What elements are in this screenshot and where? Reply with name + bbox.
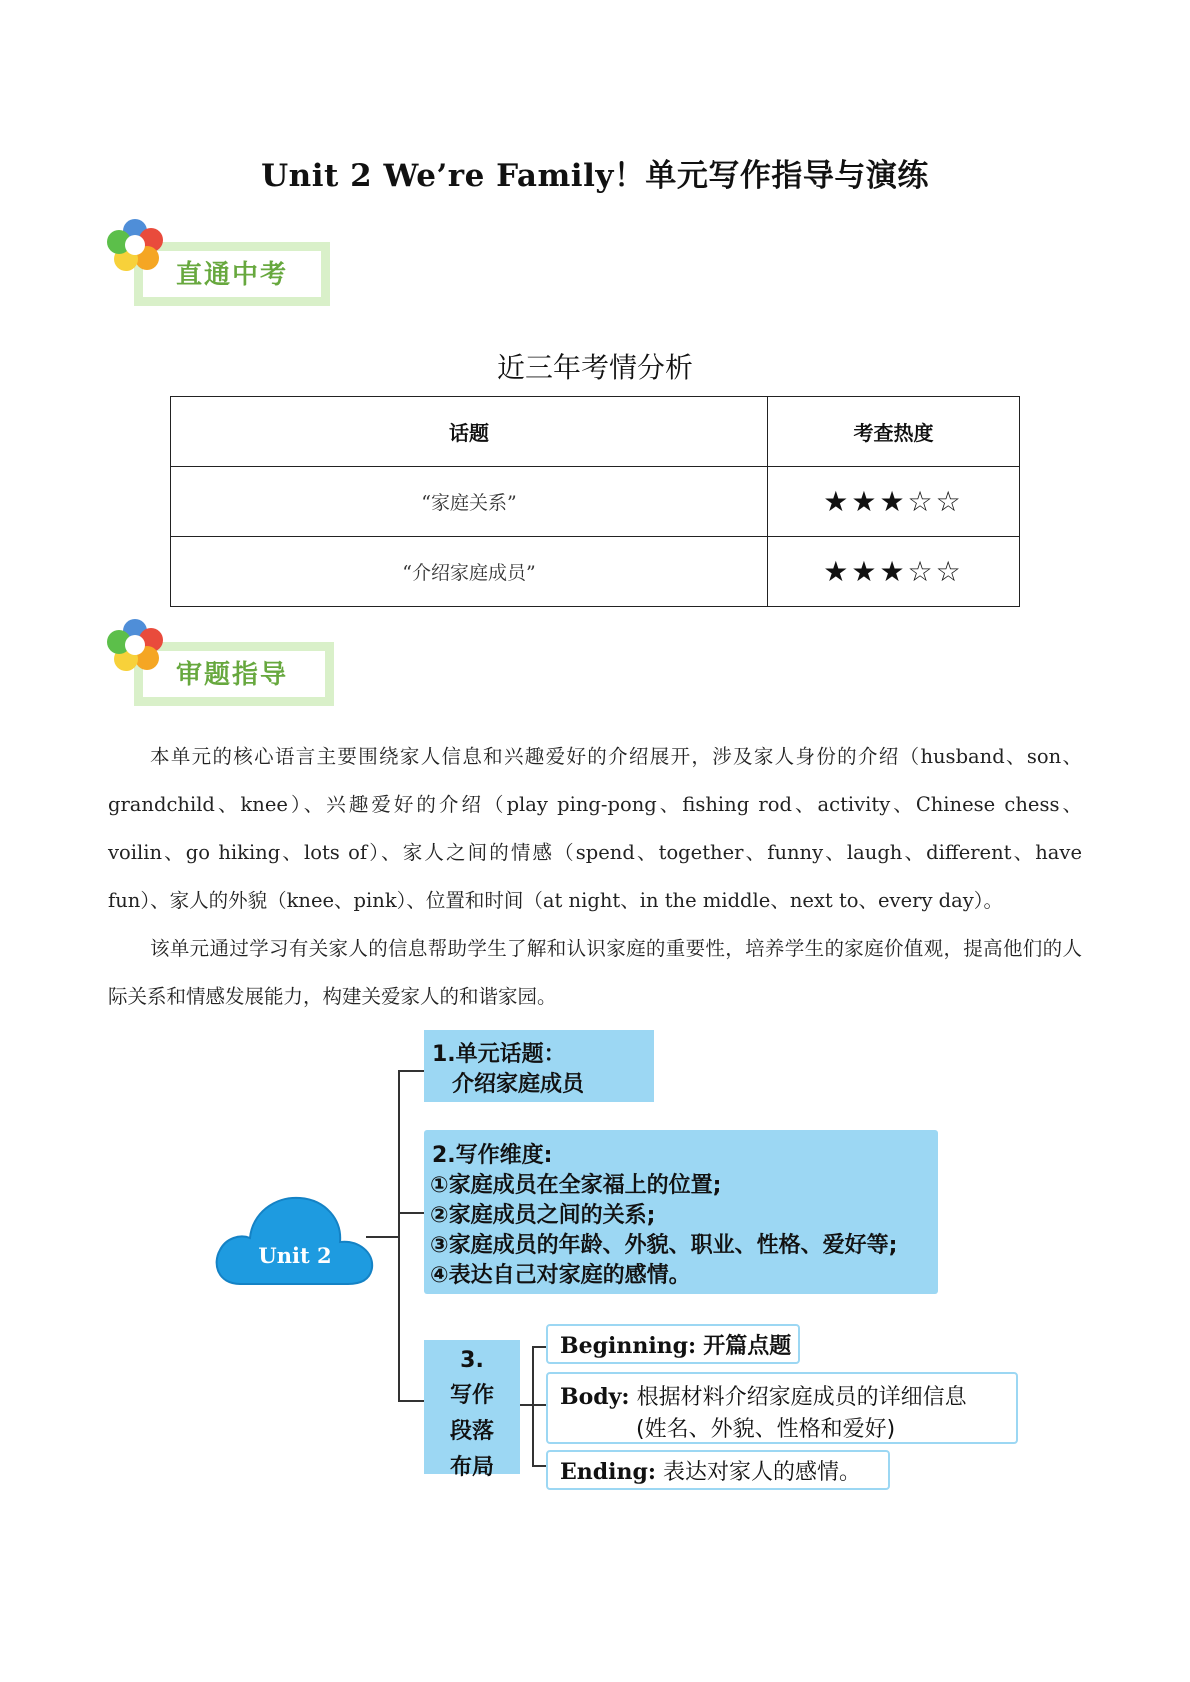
header-heat: 考查热度: [768, 397, 1020, 467]
ending-key: Ending:: [560, 1459, 657, 1485]
beginning-key: Beginning:: [560, 1333, 697, 1359]
star-rating: ★★★☆☆: [768, 467, 1020, 537]
topic-box: [424, 1030, 654, 1102]
body-text: 根据材料介绍家庭成员的详细信息: [636, 1385, 967, 1410]
ending-box: [546, 1450, 890, 1490]
topic-heading: 1.单元话题：: [432, 1042, 566, 1067]
layout-heading: 写作: [449, 1383, 494, 1408]
layout-heading: 段落: [449, 1419, 494, 1444]
dimension-item: ③家庭成员的年龄、外貌、职业、性格、爱好等;: [430, 1233, 898, 1258]
badge-label: 审题指导: [176, 660, 289, 690]
beginning-text: 开篇点题: [703, 1334, 792, 1359]
body-box: [546, 1372, 1018, 1444]
layout-heading: 3.: [460, 1348, 484, 1373]
topic-cell: “介绍家庭成员”: [171, 537, 768, 607]
topic-cell: “家庭关系”: [171, 467, 768, 537]
connector: [532, 1465, 546, 1467]
dimension-item: ④表达自己对家庭的感情。: [430, 1263, 691, 1288]
dimension-item: ②家庭成员之间的关系;: [430, 1203, 656, 1228]
badge-label: 直通中考: [176, 260, 289, 290]
connector: [398, 1070, 424, 1072]
dimensions-heading: 2.写作维度:: [432, 1143, 553, 1168]
connector: [398, 1400, 424, 1402]
layout-box: [424, 1340, 520, 1480]
topic-value: 介绍家庭成员: [452, 1072, 585, 1097]
connector: [398, 1212, 424, 1214]
connector: [532, 1404, 546, 1406]
dimensions-box: [424, 1130, 938, 1294]
connector: [532, 1346, 534, 1466]
body-key: Body:: [560, 1384, 630, 1410]
ending-text: 表达对家人的感情。: [663, 1460, 862, 1485]
connector: [398, 1070, 400, 1402]
paragraph-unit-goal: 该单元通过学习有关家人的信息帮助学生了解和认识家庭的重要性，培养学生的家庭价值观，提高他们的人际关系和情感发展能力，构建关爱家人的和谐家园。: [108, 937, 1082, 1008]
connector: [366, 1236, 400, 1238]
connector: [532, 1346, 546, 1348]
document-title: Unit 2 We’re Family！单元写作指导与演练: [261, 158, 929, 194]
header-topic: 话题: [171, 397, 768, 467]
star-rating: ★★★☆☆: [768, 537, 1020, 607]
beginning-box: [546, 1324, 800, 1364]
dimension-item: ①家庭成员在全家福上的位置;: [430, 1173, 722, 1198]
cloud-icon: [212, 1180, 378, 1288]
table-caption: 近三年考情分析: [496, 351, 693, 384]
paragraph-core-language: 本单元的核心语言主要围绕家人信息和兴趣爱好的介绍展开，涉及家人身份的介绍（husband、son、grandchild、knee）、兴趣爱好的介绍（play ping-pong、fishing rod、activity、Chinese chess、voilin、go hiking、lots of）、家人之间的情感（spend、together、funny、laugh、different、have fun）、家人的外貌（knee、pink）、位置和时间（at night、in the middle、next to、every day）。: [108, 745, 1082, 912]
layout-heading: 布局: [449, 1455, 494, 1480]
root-label: Unit 2: [258, 1243, 332, 1268]
body-text-detail: (姓名、外貌、性格和爱好): [636, 1417, 896, 1442]
